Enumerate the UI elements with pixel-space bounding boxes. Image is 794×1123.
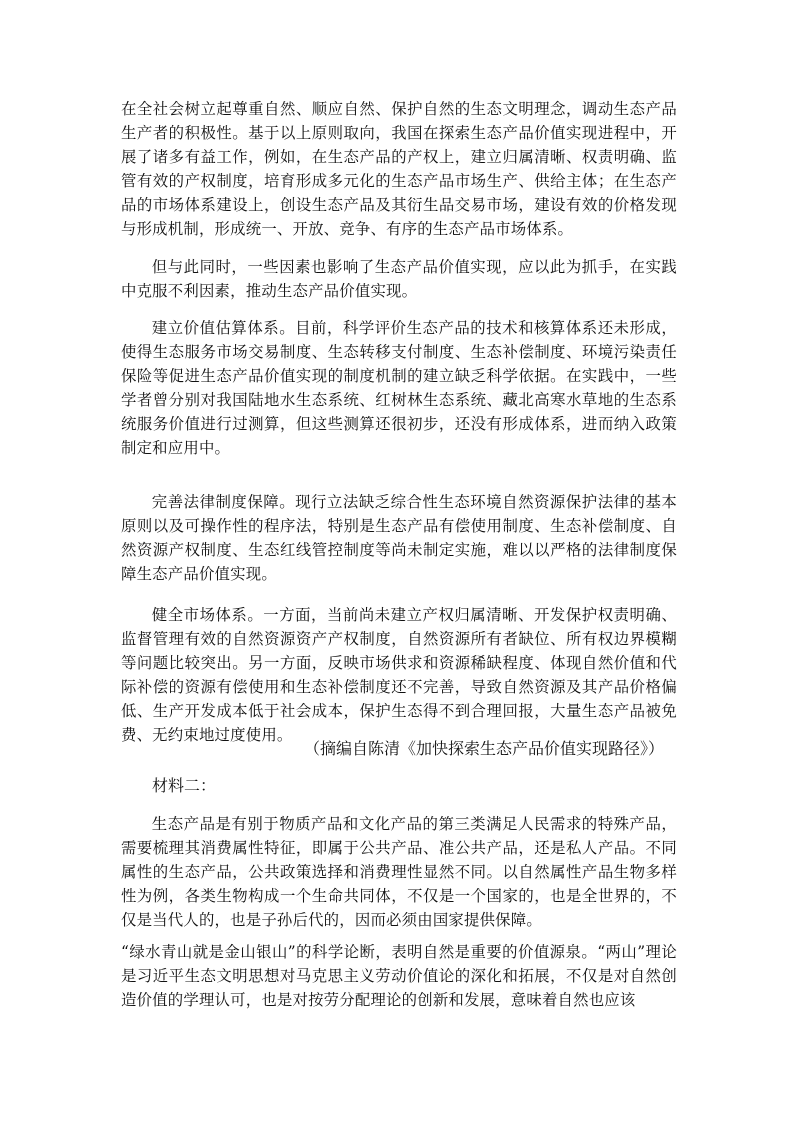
paragraph-4: 完善法律制度保障。现行立法缺乏综合性生态环境自然资源保护法律的基本原则以及可操作性的程序法，特别是生态产品有偿使用制度、生态补偿制度、自然资源产权制度、生态红线管控制度等尚未制定实施，难以以严格的法律制度保障生态产品价值实现。 (121, 493, 677, 584)
section-heading: 材料二： (152, 776, 217, 795)
paragraph-2: 但与此同时，一些因素也影响了生态产品价值实现，应以此为抓手，在实践中克服不利因素，推动生态产品价值实现。 (121, 258, 677, 301)
paragraph-1: 在全社会树立起尊重自然、顺应自然、保护自然的生态文明理念，调动生态产品生产者的积极性。基于以上原则取向，我国在探索生态产品价值实现进程中，开展了诸多有益工作，例如，在生态产品的产权上，建立归属清晰、权责明确、监管有效的产权制度，培育形成多元化的生态产品市场生产、供给主体；在生态产品的市场体系建设上，创设生态产品及其衍生品交易市场，建设有效的价格发现与形成机制，形成统一、开放、竞争、有序的生态产品市场体系。 (121, 100, 677, 239)
paragraph-3: 建立价值估算体系。目前，科学评价生态产品的技术和核算体系还未形成，使得生态服务市场交易制度、生态转移支付制度、生态补偿制度、环境污染责任保险等促进生态产品价值实现的制度机制的建立缺乏科学依据。在实践中，一些学者曾分别对我国陆地水生态系统、红树林生态系统、藏北高寒水草地的生态系统服务价值进行过测算，但这些测算还很初步，还没有形成体系，进而纳入政策制定和应用中。 (121, 319, 677, 458)
paragraph-5: 健全市场体系。一方面，当前尚未建立产权归属清晰、开发保护权责明确、监督管理有效的自然资源资产产权制度，自然资源所有者缺位、所有权边界模糊等问题比较突出。另一方面，反映市场供求和资源稀缺程度、体现自然价值和代际补偿的资源有偿使用和生态补偿制度还不完善，导致自然资源及其产品价格偏低、生产开发成本低于社会成本，保护生态得不到合理回报，大量生态产品被免费、无约束地过度使用。 (121, 606, 677, 745)
source-citation: （摘编自陈清《加快探索生态产品价值实现路径》） (303, 739, 664, 758)
paragraph-6: 生态产品是有别于物质产品和文化产品的第三类满足人民需求的特殊产品，需要梳理其消费属性特征，即属于公共产品、准公共产品，还是私人产品。不同属性的生态产品，公共政策选择和消费理性显然不同。以自然属性产品生物多样性为例，各类生物构成一个生命共同体，不仅是一个国家的，也是全世界的，不仅是当代人的，也是子孙后代的，因而必须由国家提供保障。 (121, 815, 677, 930)
paragraph-7: “绿水青山就是金山银山”的科学论断，表明自然是重要的价值源泉。“两山”理论是习近平生态文明思想对马克思主义劳动价值论的深化和拓展，不仅是对自然创造价值的学理认可，也是对按劳分配理论的创新和发展，意味着自然也应该 (121, 943, 677, 1010)
